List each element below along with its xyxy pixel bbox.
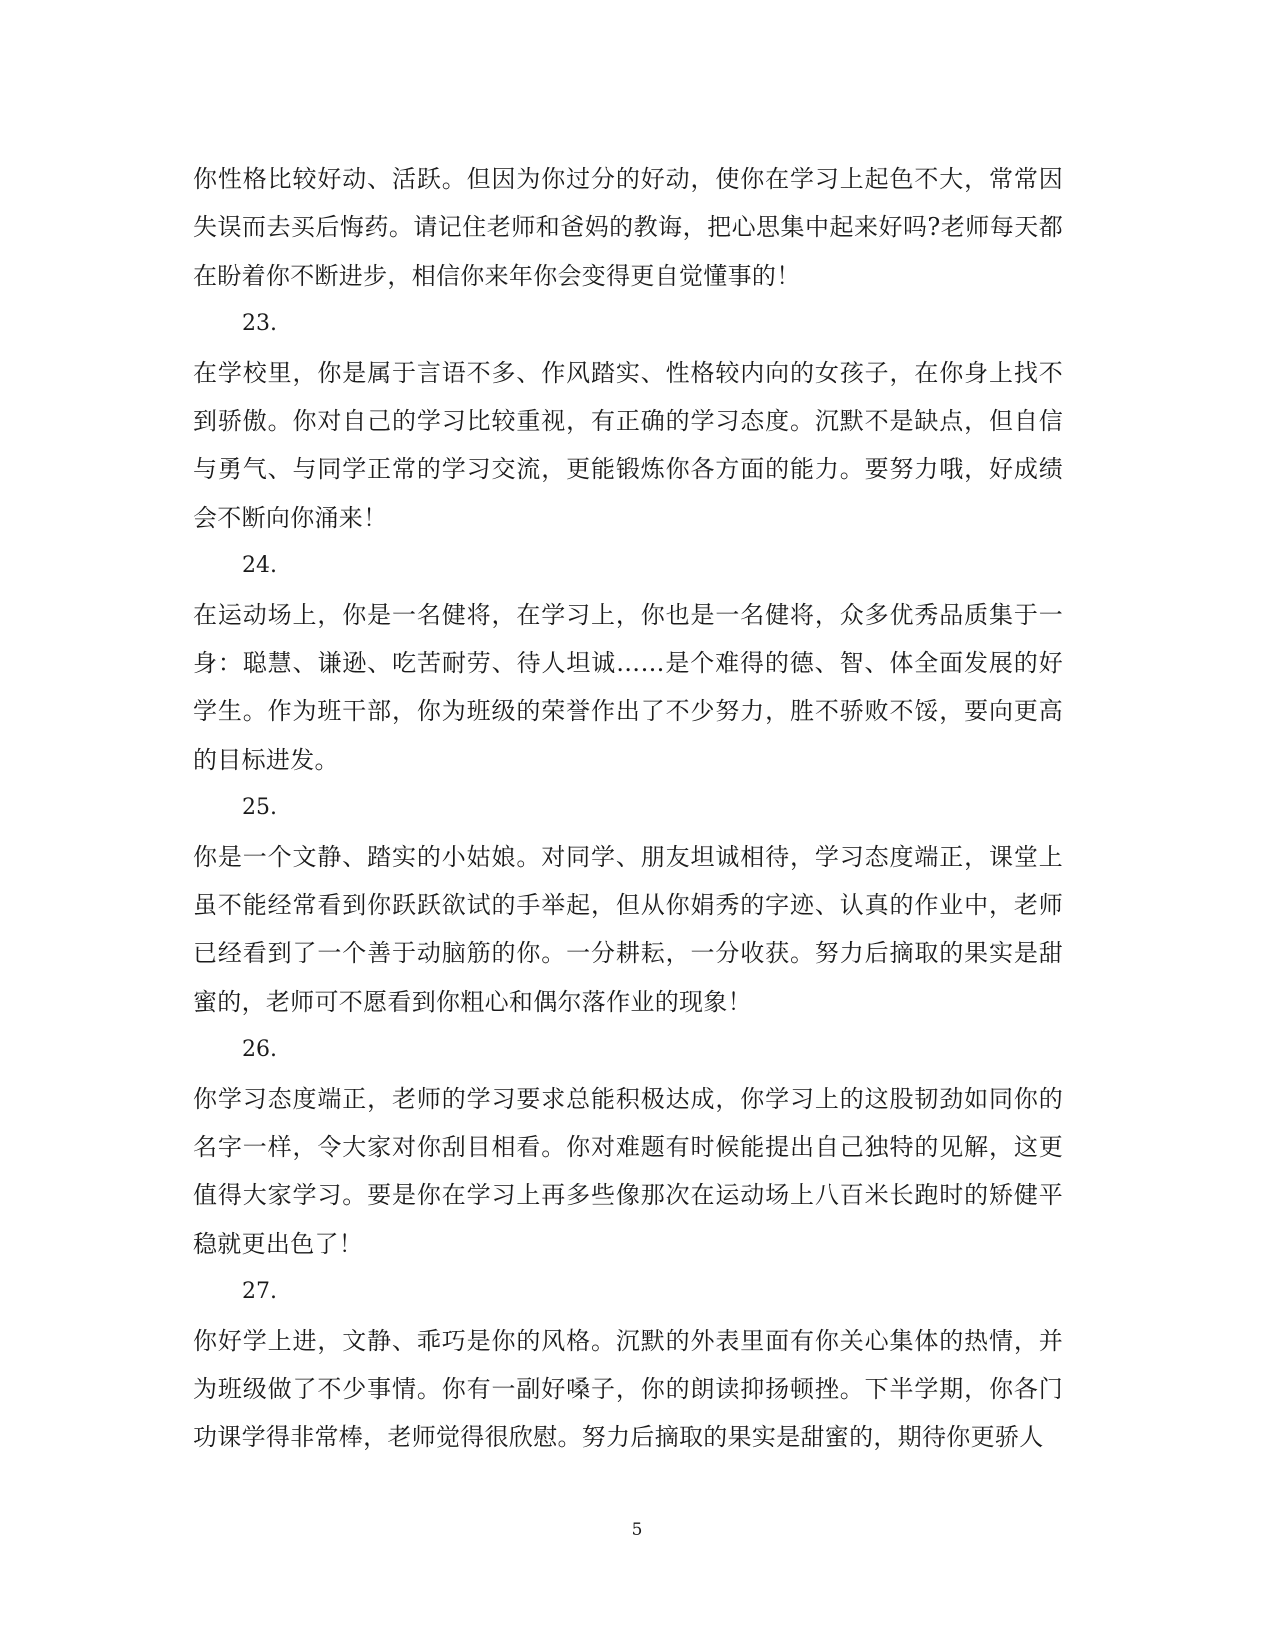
- comment-paragraph: 在运动场上，你是一名健将，在学习上，你也是一名健将，众多优秀品质集于一身：聪慧、谦逊、吃苦耐劳、待人坦诚……是个难得的德、智、体全面发展的好学生。作为班干部，你为班级的荣誉作出了不少努力，胜不骄败不馁，要向更高的目标进发。: [193, 600, 1063, 774]
- entry-number: 25.: [242, 795, 277, 821]
- entry-number: 26.: [242, 1037, 277, 1063]
- comment-paragraph: 你好学上进，文静、乖巧是你的风格。沉默的外表里面有你关心集体的热情，并为班级做了不少事情。你有一副好嗓子，你的朗读抑扬顿挫。下半学期，你各门功课学得非常棒，老师觉得很欣慰。努力后摘取的果实是甜蜜的，期待你更骄人: [193, 1326, 1063, 1452]
- entry-number: 23.: [242, 311, 277, 337]
- page-number: 5: [631, 1520, 643, 1540]
- comment-paragraph: 在学校里，你是属于言语不多、作风踏实、性格较内向的女孩子，在你身上找不到骄傲。你对自己的学习比较重视，有正确的学习态度。沉默不是缺点，但自信与勇气、与同学正常的学习交流，更能锻炼你各方面的能力。要努力哦，好成绩会不断向你涌来！: [193, 358, 1063, 532]
- comment-paragraph: 你是一个文静、踏实的小姑娘。对同学、朋友坦诚相待，学习态度端正，课堂上虽不能经常看到你跃跃欲试的手举起，但从你娟秀的字迹、认真的作业中，老师已经看到了一个善于动脑筋的你。一分耕耘，一分收获。努力后摘取的果实是甜蜜的，老师可不愿看到你粗心和偶尔落作业的现象！: [193, 842, 1063, 1016]
- entry-number: 24.: [242, 553, 277, 579]
- comment-paragraph: 你学习态度端正，老师的学习要求总能积极达成，你学习上的这股韧劲如同你的名字一样，令大家对你刮目相看。你对难题有时候能提出自己独特的见解，这更值得大家学习。要是你在学习上再多些像那次在运动场上八百米长跑时的矫健平稳就更出色了！: [193, 1084, 1063, 1258]
- entry-number: 27.: [242, 1279, 277, 1305]
- document-body: [193, 155, 1063, 1462]
- comment-paragraph: 你性格比较好动、活跃。但因为你过分的好动，使你在学习上起色不大，常常因失误而去买后悔药。请记住老师和爸妈的教诲，把心思集中起来好吗?老师每天都在盼着你不断进步，相信你来年你会变得更自觉懂事的！: [193, 165, 1063, 290]
